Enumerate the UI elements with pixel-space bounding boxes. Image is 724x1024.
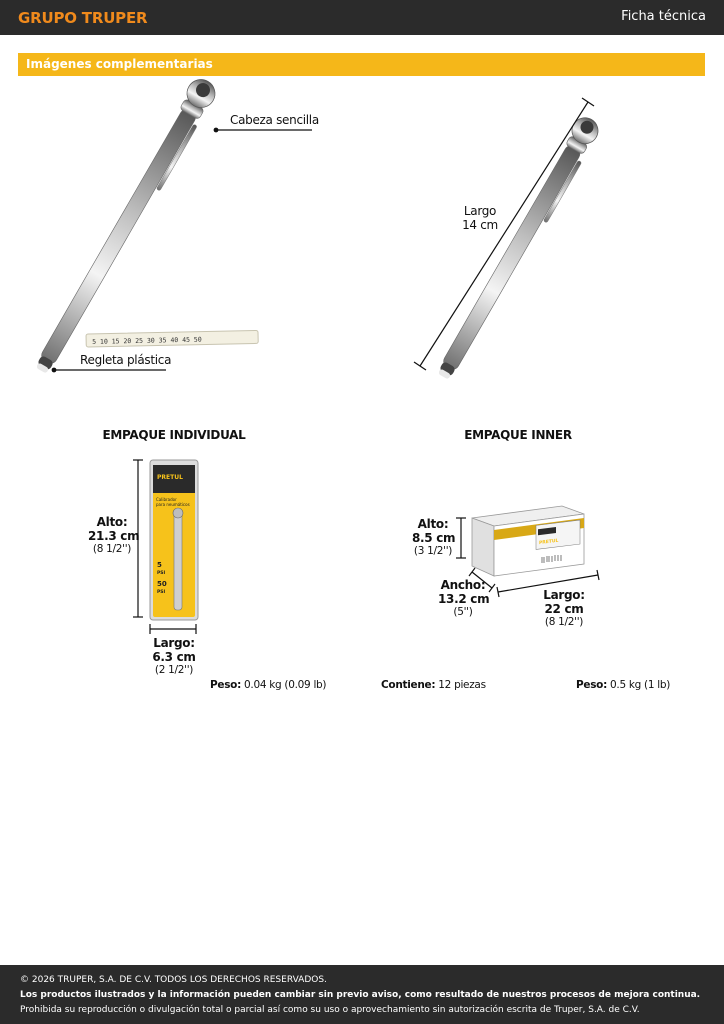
package-brand: PRETUL xyxy=(157,474,183,481)
inner-contains xyxy=(381,679,486,691)
inner-width-dimension xyxy=(438,578,488,618)
individual-weight-value: 0.04 kg (0.09 lb) xyxy=(244,679,327,691)
inner-contains-label: Contiene: xyxy=(381,679,436,691)
length-label-text: Largo xyxy=(463,204,497,218)
individual-height-in: (8 1/2'') xyxy=(92,543,132,555)
individual-weight xyxy=(210,679,326,691)
inner-box-brand: PRETUL xyxy=(539,538,559,547)
package-unit1: PSI xyxy=(157,571,166,576)
individual-height-label: Alto: xyxy=(96,515,128,529)
inner-weight xyxy=(576,679,670,691)
footer-copyright: © 2026 TRUPER, S.A. DE C.V. TODOS LOS DERECHOS RESERVADOS. xyxy=(20,975,327,985)
individual-height-dimension xyxy=(88,515,140,555)
document-type: Ficha técnica xyxy=(621,9,706,24)
inner-height-dimension xyxy=(412,517,454,557)
inner-width-label: Ancho: xyxy=(440,578,486,592)
inner-length-label: Largo: xyxy=(543,588,585,602)
individual-length-label: Largo: xyxy=(153,636,195,650)
inner-contains-value: 12 piezas xyxy=(438,679,486,691)
page-footer xyxy=(0,965,724,1024)
inner-width-in: (5'') xyxy=(453,606,473,618)
individual-length-cm: 6.3 cm xyxy=(152,650,196,664)
package-value1: 5 xyxy=(157,561,162,569)
individual-length-dimension xyxy=(148,636,200,676)
individual-pack-title: EMPAQUE INDIVIDUAL xyxy=(102,428,246,442)
package-line2: para neumáticos xyxy=(156,502,190,507)
individual-height-cm: 21.3 cm xyxy=(88,529,140,543)
inner-weight-label: Peso: xyxy=(576,679,607,691)
inner-length-in: (8 1/2'') xyxy=(544,616,584,628)
inner-height-cm: 8.5 cm xyxy=(412,531,456,545)
tire-gauge-image-left xyxy=(0,0,724,400)
inner-width-cm: 13.2 cm xyxy=(438,592,490,606)
length-value: 14 cm xyxy=(462,218,498,232)
gauge-body-right xyxy=(432,113,603,383)
package-unit2: PSI xyxy=(157,590,166,595)
inner-pack-title: EMPAQUE INNER xyxy=(464,428,572,442)
ruler-callout-label: Regleta plástica xyxy=(80,353,172,367)
package-value2: 50 xyxy=(157,580,167,588)
inner-height-label: Alto: xyxy=(417,517,449,531)
head-callout-label: Cabeza sencilla xyxy=(230,113,319,127)
footer-notice: Los productos ilustrados y la información pueden cambiar sin previo aviso, como resultado de nuestros procesos de mejora continua. xyxy=(20,990,701,1000)
individual-length-in: (2 1/2'') xyxy=(154,664,194,676)
length-label xyxy=(458,204,502,232)
inner-length-cm: 22 cm xyxy=(544,602,584,616)
individual-weight-label: Peso: xyxy=(210,679,241,691)
ruler-marks: 5 10 15 20 25 30 35 40 45 50 xyxy=(92,335,202,346)
inner-height-in: (3 1/2'') xyxy=(413,545,453,557)
footer-legal: Prohibida su reproducción o divulgación total o parcial así como su uso o aprovechamiento sin autorización escrita de Truper, S.A. de C.V. xyxy=(20,1005,640,1015)
inner-length-dimension xyxy=(540,588,588,628)
plastic-ruler xyxy=(86,330,258,347)
individual-package-image xyxy=(130,455,210,640)
section-title: Imágenes complementarias xyxy=(26,57,213,71)
inner-weight-value: 0.5 kg (1 lb) xyxy=(610,679,671,691)
package-line1: Calibrador xyxy=(156,497,177,502)
brand-logo: GRUPO TRUPER xyxy=(18,9,148,27)
